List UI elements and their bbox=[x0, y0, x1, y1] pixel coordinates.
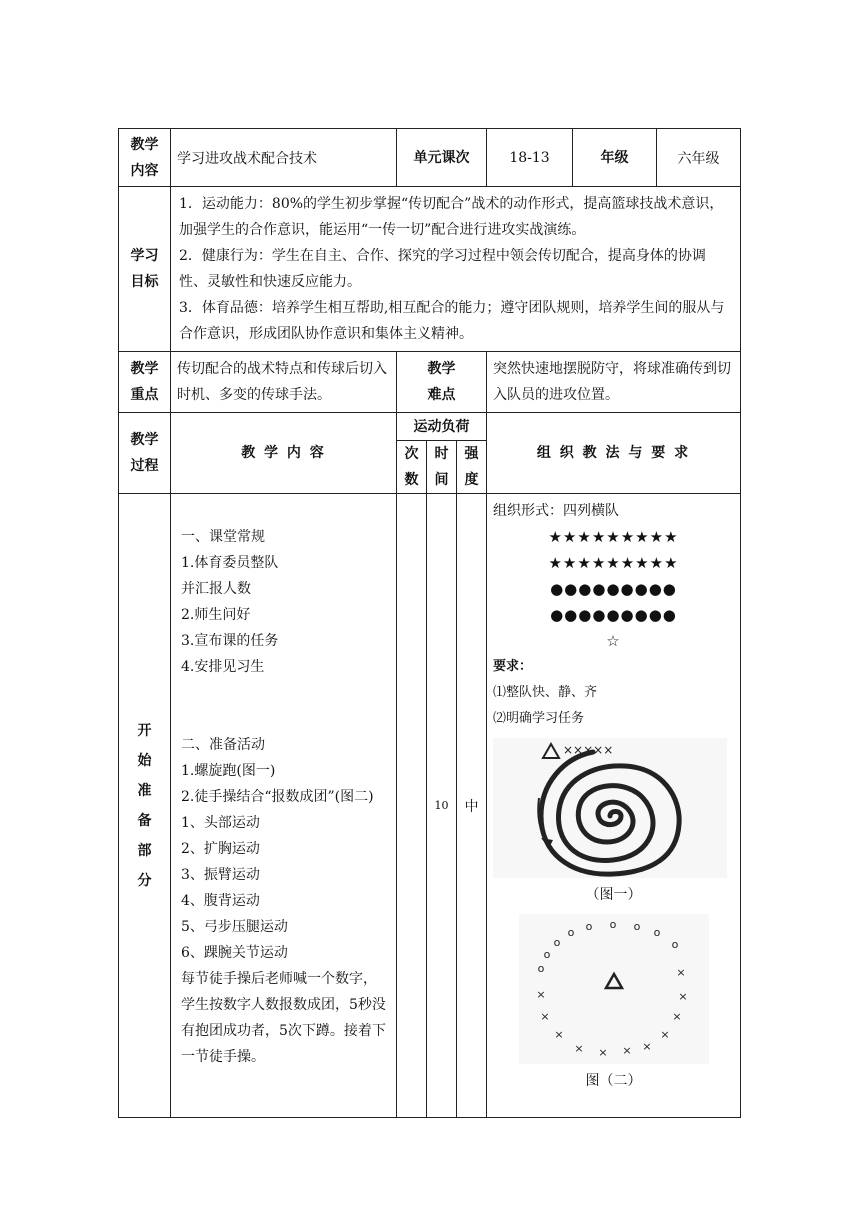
svg-text:o: o bbox=[553, 936, 560, 949]
load-header: 运动负荷 bbox=[397, 413, 487, 441]
formation-row: ★★★★★★★★★ bbox=[548, 528, 679, 546]
content-spacer bbox=[181, 680, 390, 706]
goals-label: 学习目标 bbox=[119, 187, 171, 352]
svg-text:o: o bbox=[671, 938, 678, 951]
content-line: 1、头部运动 bbox=[181, 815, 260, 831]
org-form: 组织形式：四列横队 bbox=[493, 503, 619, 519]
content-line: 一、课堂常规 bbox=[181, 529, 265, 545]
content-line: 二、准备活动 bbox=[181, 737, 265, 753]
svg-text:×: × bbox=[553, 1028, 564, 1041]
formation-row: ●●●●●●●●● bbox=[550, 580, 677, 598]
figure-2 bbox=[519, 914, 709, 1064]
method-column-header: 组 织 教 法 与 要 求 bbox=[487, 413, 741, 494]
header-row bbox=[119, 129, 741, 187]
svg-text:×: × bbox=[671, 1010, 682, 1023]
process-header-row bbox=[119, 413, 741, 441]
teacher-mark: ☆ bbox=[606, 632, 621, 650]
content-line: 1.体育委员整队 bbox=[181, 555, 279, 571]
goals-row bbox=[119, 187, 741, 352]
svg-text:×: × bbox=[597, 1046, 608, 1059]
goal-item: 1．运动能力：80%的学生初步掌握“传切配合”战术的动作形式，提高篮球技战术意识，加强学生的合作意识，能运用“一传一切”配合进行进攻实战演练。 bbox=[179, 196, 724, 238]
group-circle-diagram bbox=[519, 914, 709, 1064]
goal-item: 2．健康行为：学生在自主、合作、探究的学习过程中领会传切配合，提高身体的协调性、灵敏性和快速反应能力。 bbox=[179, 248, 706, 290]
svg-text:×××××: ××××× bbox=[563, 743, 614, 757]
content-line: 每节徒手操后老师喊一个数字，学生按数字人数报数成团，5秒没有抱团成功者，5次下蹲。接着下一节徒手操。 bbox=[181, 971, 386, 1065]
content-line: 3.宣布课的任务 bbox=[181, 633, 279, 649]
time-header: 时间 bbox=[427, 441, 457, 494]
content-line: 3、振臂运动 bbox=[181, 867, 260, 883]
difficulty-value: 突然快速地摆脱防守，将球准确传到切入队员的进攻位置。 bbox=[487, 352, 741, 413]
svg-text:o: o bbox=[585, 920, 592, 933]
grade-value: 六年级 bbox=[657, 129, 741, 187]
requirement-item: ⑵明确学习任务 bbox=[493, 711, 585, 726]
key-value: 传切配合的战术特点和传球后切入时机、多变的传球手法。 bbox=[171, 352, 397, 413]
figure-1 bbox=[493, 738, 727, 878]
content-line: 6、踝腕关节运动 bbox=[181, 945, 288, 961]
content-line: 2.徒手操结合“报数成团”(图二) bbox=[181, 789, 374, 805]
process-label: 教学过程 bbox=[119, 413, 171, 494]
svg-text:×: × bbox=[641, 1040, 652, 1053]
svg-text:×: × bbox=[675, 966, 686, 979]
unit-label: 单元课次 bbox=[397, 129, 487, 187]
content-column-header: 教 学 内 容 bbox=[171, 413, 397, 494]
svg-text:o: o bbox=[543, 948, 550, 961]
content-line: 2、扩胸运动 bbox=[181, 841, 260, 857]
svg-text:×: × bbox=[621, 1044, 632, 1057]
time-value: 10 bbox=[427, 494, 457, 1118]
svg-text:o: o bbox=[609, 918, 616, 931]
intensity-header: 强度 bbox=[457, 441, 487, 494]
unit-value: 18-13 bbox=[487, 129, 573, 187]
svg-text:o: o bbox=[633, 920, 640, 933]
svg-text:×: × bbox=[539, 1010, 550, 1023]
svg-text:×: × bbox=[573, 1042, 584, 1055]
content-line: 1.螺旋跑(图一) bbox=[181, 763, 276, 779]
section-label bbox=[119, 494, 171, 1118]
content-label: 教学内容 bbox=[119, 129, 171, 187]
intensity-value: 中 bbox=[457, 494, 487, 1118]
count-value bbox=[397, 494, 427, 1118]
count-header: 次数 bbox=[397, 441, 427, 494]
section-content bbox=[171, 494, 397, 1118]
spiral-run-diagram bbox=[493, 738, 727, 878]
content-line: 4、腹背运动 bbox=[181, 893, 260, 909]
goal-item: 3．体育品德：培养学生相互帮助,相互配合的能力；遵守团队规则，培养学生间的服从与合作意识，形成团队协作意识和集体主义精神。 bbox=[179, 300, 725, 342]
section-row bbox=[119, 494, 741, 1118]
requirement-item: ⑴整队快、静、齐 bbox=[493, 685, 598, 700]
lesson-plan-table bbox=[118, 128, 741, 1118]
section-label-text: 开始准备部分 bbox=[137, 722, 152, 889]
content-line: 4.安排见习生 bbox=[181, 659, 265, 675]
svg-text:o: o bbox=[567, 926, 574, 939]
content-line: 并汇报人数 bbox=[181, 581, 251, 597]
svg-text:o: o bbox=[653, 926, 660, 939]
goals-list bbox=[171, 187, 741, 352]
svg-text:×: × bbox=[659, 1028, 670, 1041]
grade-label: 年级 bbox=[573, 129, 657, 187]
content-line: 2.师生问好 bbox=[181, 607, 251, 623]
key-label: 教学重点 bbox=[119, 352, 171, 413]
svg-text:×: × bbox=[535, 988, 546, 1001]
svg-text:o: o bbox=[537, 962, 544, 975]
formation-row: ★★★★★★★★★ bbox=[548, 554, 679, 572]
focus-row bbox=[119, 352, 741, 413]
difficulty-label: 教学难点 bbox=[397, 352, 487, 413]
figure-2-caption: 图（二） bbox=[585, 1073, 642, 1089]
content-line: 5、弓步压腿运动 bbox=[181, 919, 288, 935]
content-value: 学习进攻战术配合技术 bbox=[171, 129, 397, 187]
content-spacer bbox=[181, 706, 390, 732]
formation-row: ●●●●●●●●● bbox=[550, 606, 677, 624]
figure-1-caption: （图一） bbox=[585, 887, 642, 903]
method-content bbox=[487, 494, 741, 1118]
requirements-title: 要求： bbox=[493, 659, 533, 674]
svg-text:×: × bbox=[677, 990, 688, 1003]
